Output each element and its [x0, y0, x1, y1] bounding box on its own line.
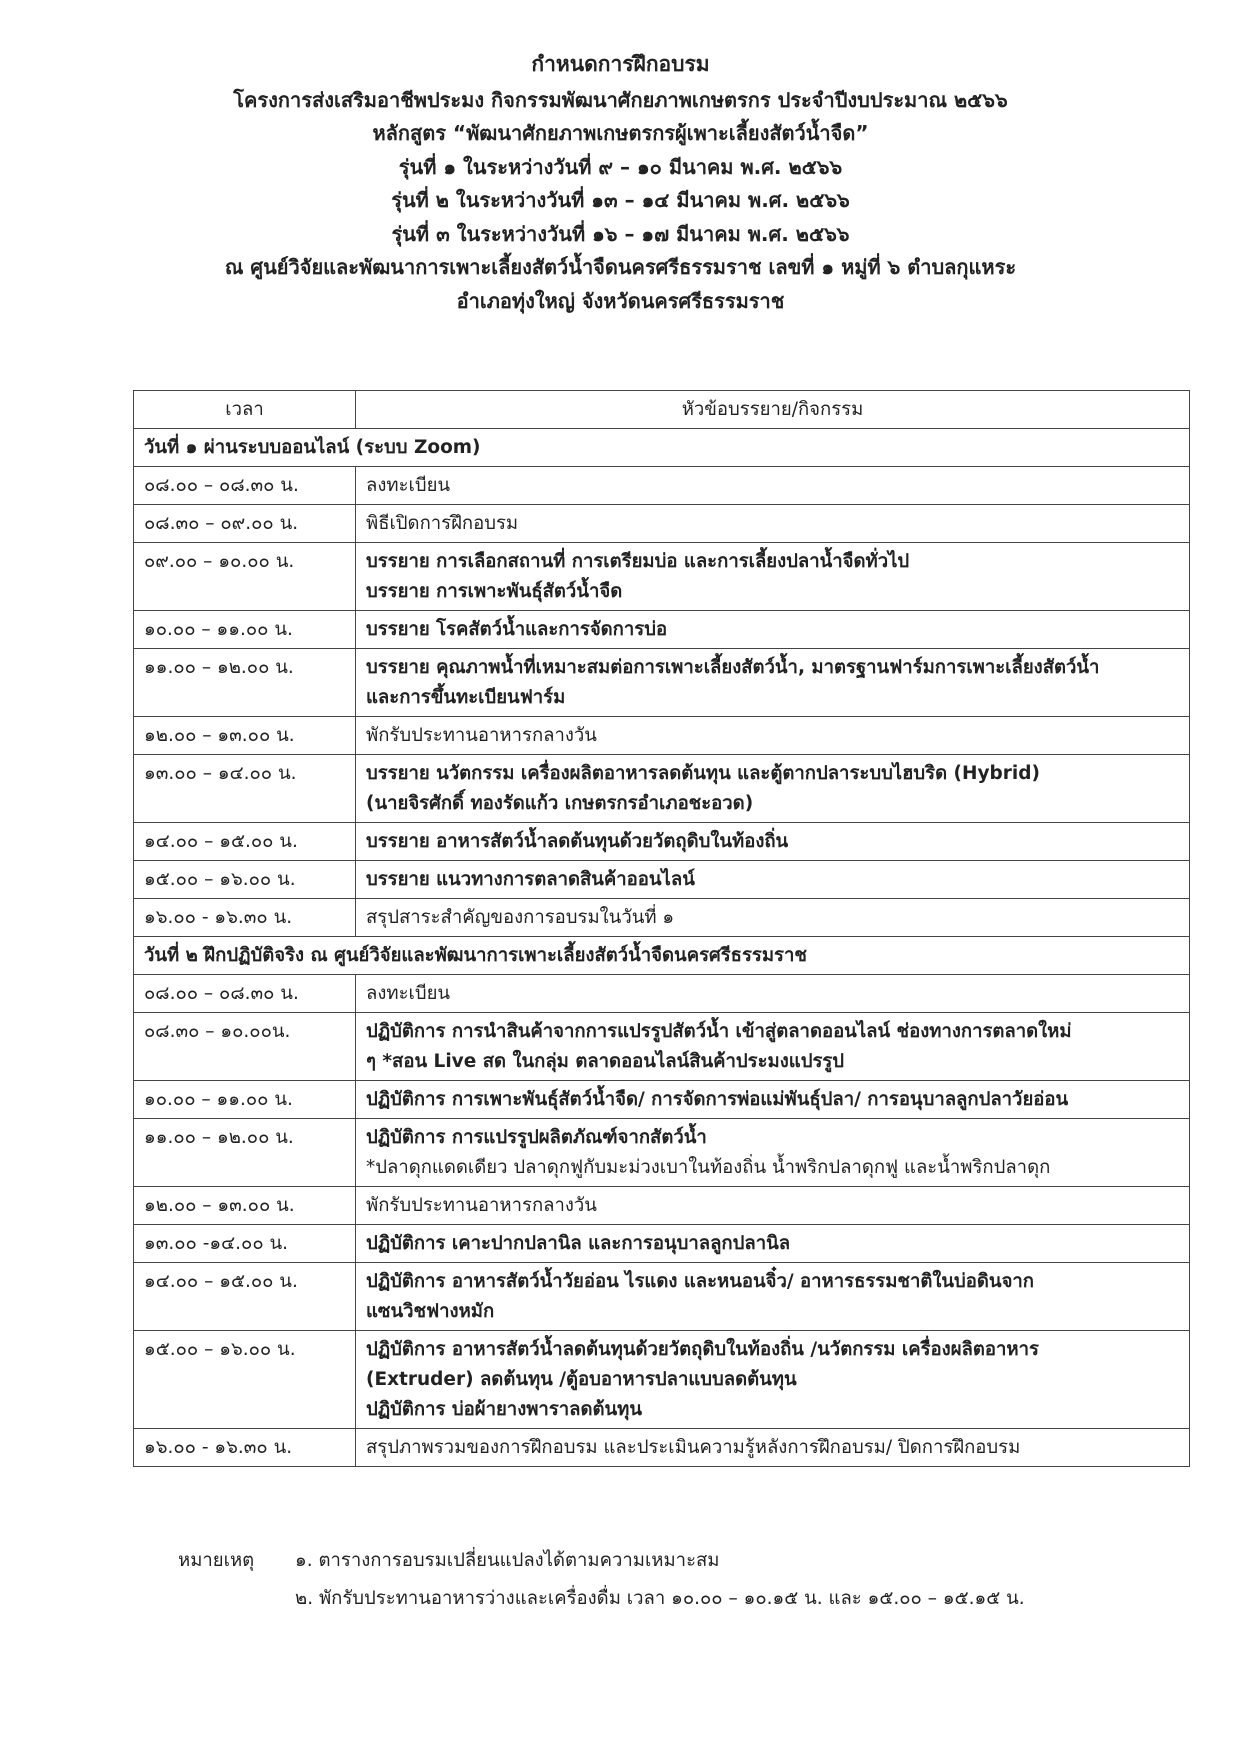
time-cell: ๑๓.๐๐ – ๑๔.๐๐ น. [134, 755, 356, 823]
topic-line: ปฏิบัติการ การแปรรูปผลิตภัณฑ์จากสัตว์น้ำ [366, 1127, 707, 1148]
course-line: หลักสูตร “พัฒนาศักยภาพเกษตรกรผู้เพาะเลี้ยงสัตว์น้ำจืด” [372, 121, 869, 145]
note-1-text: ๑. ตารางการอบรมเปลี่ยนแปลงได้ตามความเหมาะสม [295, 1550, 720, 1571]
topic-column-header: หัวข้อบรรยาย/กิจกรรม [356, 391, 1190, 429]
table-row [134, 823, 1190, 861]
table-row [134, 755, 1190, 823]
topic-line: ปฏิบัติการ เคาะปากปลานิล และการอนุบาลลูกปลานิล [366, 1233, 791, 1254]
note-1 [178, 1542, 1025, 1580]
batch-3-line: รุ่นที่ ๓ ในระหว่างวันที่ ๑๖ – ๑๗ มีนาคม พ.ศ. ๒๕๖๖ [391, 221, 850, 246]
day1-label: วันที่ ๑ ผ่านระบบออนไลน์ (ระบบ Zoom) [134, 429, 1190, 467]
topic-line: ปฏิบัติการ การเพาะพันธุ์สัตว์น้ำจืด/ การจัดการพ่อแม่พันธุ์ปลา/ การอนุบาลลูกปลาวัยอ่อน [366, 1089, 1069, 1110]
topic-cell [356, 611, 1190, 649]
time-cell: ๑๐.๐๐ – ๑๑.๐๐ น. [134, 1081, 356, 1119]
note-2: ๒. พักรับประทานอาหารว่างและเครื่องดื่ม เวลา ๑๐.๐๐ – ๑๐.๑๕ น. และ ๑๕.๐๐ – ๑๕.๑๕ น. [295, 1588, 1025, 1609]
topic-line: บรรยาย คุณภาพน้ำที่เหมาะสมต่อการเพาะเลี้ยงสัตว์น้ำ, มาตรฐานฟาร์มการเพาะเลี้ยงสัตว์น้ำ [366, 657, 1100, 678]
batch-1-line: รุ่นที่ ๑ ในระหว่างวันที่ ๙ – ๑๐ มีนาคม พ.ศ. ๒๕๖๖ [398, 154, 843, 179]
table-row [134, 975, 1190, 1013]
schedule-table [133, 390, 1190, 1467]
schedule-body [134, 429, 1190, 1467]
time-cell: ๑๖.๐๐ - ๑๖.๓๐ น. [134, 899, 356, 937]
topic-cell [356, 1119, 1190, 1187]
table-row [134, 1119, 1190, 1187]
topic-line: พักรับประทานอาหารกลางวัน [366, 725, 597, 746]
topic-cell [356, 467, 1190, 505]
table-row [134, 543, 1190, 611]
topic-line: ปฏิบัติการ อาหารสัตว์น้ำลดต้นทุนด้วยวัตถุดิบในท้องถิ่น /นวัตกรรม เครื่องผลิตอาหาร [366, 1339, 1039, 1360]
notes-label: หมายเหตุ [178, 1550, 255, 1571]
time-cell: ๑๔.๐๐ – ๑๕.๐๐ น. [134, 1263, 356, 1331]
topic-line: ปฏิบัติการ การนำสินค้าจากการแปรรูปสัตว์น้ำ เข้าสู่ตลาดออนไลน์ ช่องทางการตลาดใหม่ [366, 1021, 1072, 1042]
time-cell: ๑๒.๐๐ – ๑๓.๐๐ น. [134, 717, 356, 755]
time-cell: ๑๕.๐๐ – ๑๖.๐๐ น. [134, 861, 356, 899]
topic-cell [356, 861, 1190, 899]
topic-cell [356, 1013, 1190, 1081]
time-cell: ๑๒.๐๐ – ๑๓.๐๐ น. [134, 1187, 356, 1225]
table-header-row [134, 391, 1190, 429]
topic-line: บรรยาย แนวทางการตลาดสินค้าออนไลน์ [366, 869, 695, 890]
table-row [134, 1013, 1190, 1081]
topic-line: (นายจิรศักดิ์ ทองรัดแก้ว เกษตรกรอำเภอชะอวด) [366, 793, 754, 814]
topic-line: ลงทะเบียน [366, 983, 451, 1004]
table-row [134, 861, 1190, 899]
topic-cell [356, 1187, 1190, 1225]
time-column-header: เวลา [134, 391, 356, 429]
table-row [134, 505, 1190, 543]
district-line: อำเภอทุ่งใหญ่ จังหวัดนครศรีธรรมราช [456, 288, 785, 313]
time-cell: ๑๐.๐๐ – ๑๑.๐๐ น. [134, 611, 356, 649]
venue-line: ณ ศูนย์วิจัยและพัฒนาการเพาะเลี้ยงสัตว์น้ำจืดนครศรีธรรมราช เลขที่ ๑ หมู่ที่ ๖ ตำบลกุแหระ [224, 255, 1017, 279]
time-cell: ๑๑.๐๐ – ๑๒.๐๐ น. [134, 649, 356, 717]
topic-line: สรุปสาระสำคัญของการอบรมในวันที่ ๑ [366, 907, 675, 928]
topic-line: ปฏิบัติการ บ่อผ้ายางพาราลดต้นทุน [366, 1399, 642, 1420]
topic-cell [356, 823, 1190, 861]
topic-line: บรรยาย โรคสัตว์น้ำและการจัดการบ่อ [366, 619, 668, 640]
topic-cell [356, 505, 1190, 543]
topic-cell [356, 899, 1190, 937]
topic-cell [356, 717, 1190, 755]
topic-cell [356, 975, 1190, 1013]
time-cell: ๐๘.๓๐ – ๐๙.๐๐ น. [134, 505, 356, 543]
topic-cell [356, 755, 1190, 823]
project-line: โครงการส่งเสริมอาชีพประมง กิจกรรมพัฒนาศักยภาพเกษตรกร ประจำปีงบประมาณ ๒๕๖๖ [233, 87, 1008, 112]
topic-cell [356, 1263, 1190, 1331]
table-row [134, 611, 1190, 649]
time-cell: ๑๕.๐๐ – ๑๖.๐๐ น. [134, 1331, 356, 1429]
topic-line: ปฏิบัติการ อาหารสัตว์น้ำวัยอ่อน ไรแดง และหนอนจิ๋ว/ อาหารธรรมชาติในบ่อดินจาก [366, 1271, 1035, 1292]
topic-line: บรรยาย การเลือกสถานที่ การเตรียมบ่อ และการเลี้ยงปลาน้ำจืดทั่วไป [366, 551, 910, 572]
time-cell: ๐๘.๐๐ – ๐๘.๓๐ น. [134, 467, 356, 505]
time-cell: ๐๘.๓๐ – ๑๐.๐๐น. [134, 1013, 356, 1081]
topic-line: แซนวิชฟางหมัก [366, 1301, 495, 1322]
notes-section [178, 1542, 1025, 1618]
document-title: กำหนดการฝึกอบรม [531, 52, 710, 76]
topic-cell [356, 543, 1190, 611]
table-row [134, 1187, 1190, 1225]
day1-header-row [134, 429, 1190, 467]
table-row [134, 1263, 1190, 1331]
table-row [134, 717, 1190, 755]
topic-cell [356, 1225, 1190, 1263]
topic-line: สรุปภาพรวมของการฝึกอบรม และประเมินความรู้หลังการฝึกอบรม/ ปิดการฝึกอบรม [366, 1437, 1021, 1458]
table-row [134, 467, 1190, 505]
document-header [0, 48, 1241, 318]
topic-line: และการขึ้นทะเบียนฟาร์ม [366, 687, 566, 708]
topic-line: ๆ *สอน Live สด ในกลุ่ม ตลาดออนไลน์สินค้าประมงแปรรูป [366, 1051, 845, 1072]
table-row [134, 1331, 1190, 1429]
topic-line: บรรยาย อาหารสัตว์น้ำลดต้นทุนด้วยวัตถุดิบในท้องถิ่น [366, 831, 789, 852]
topic-line: ลงทะเบียน [366, 475, 451, 496]
topic-cell [356, 1429, 1190, 1467]
topic-line: พิธีเปิดการฝึกอบรม [366, 513, 519, 534]
table-row [134, 1225, 1190, 1263]
topic-cell [356, 1331, 1190, 1429]
time-cell: ๑๓.๐๐ -๑๔.๐๐ น. [134, 1225, 356, 1263]
time-cell: ๑๔.๐๐ – ๑๕.๐๐ น. [134, 823, 356, 861]
time-cell: ๐๘.๐๐ – ๐๘.๓๐ น. [134, 975, 356, 1013]
day2-label: วันที่ ๒ ฝึกปฏิบัติจริง ณ ศูนย์วิจัยและพัฒนาการเพาะเลี้ยงสัตว์น้ำจืดนครศรีธรรมราช [134, 937, 1190, 975]
topic-note-line: *ปลาดุกแดดเดียว ปลาดุกฟูกับมะม่วงเบาในท้องถิ่น น้ำพริกปลาดุกฟู และน้ำพริกปลาดุก [366, 1157, 1051, 1178]
time-cell: ๐๙.๐๐ – ๑๐.๐๐ น. [134, 543, 356, 611]
topic-line: พักรับประทานอาหารกลางวัน [366, 1195, 597, 1216]
time-cell: ๑๖.๐๐ - ๑๖.๓๐ น. [134, 1429, 356, 1467]
topic-line: บรรยาย การเพาะพันธุ์สัตว์น้ำจืด [366, 581, 623, 602]
topic-cell [356, 1081, 1190, 1119]
topic-line: บรรยาย นวัตกรรม เครื่องผลิตอาหารลดต้นทุน และตู้ตากปลาระบบไฮบริด (Hybrid) [366, 763, 1040, 784]
table-row [134, 899, 1190, 937]
batch-2-line: รุ่นที่ ๒ ในระหว่างวันที่ ๑๓ – ๑๔ มีนาคม พ.ศ. ๒๕๖๖ [391, 188, 850, 212]
table-row [134, 1429, 1190, 1467]
time-cell: ๑๑.๐๐ – ๑๒.๐๐ น. [134, 1119, 356, 1187]
topic-line: (Extruder) ลดต้นทุน /ตู้อบอาหารปลาแบบลดต้นทุน [366, 1369, 797, 1390]
table-row [134, 1081, 1190, 1119]
topic-cell [356, 649, 1190, 717]
table-row [134, 649, 1190, 717]
day2-header-row [134, 937, 1190, 975]
